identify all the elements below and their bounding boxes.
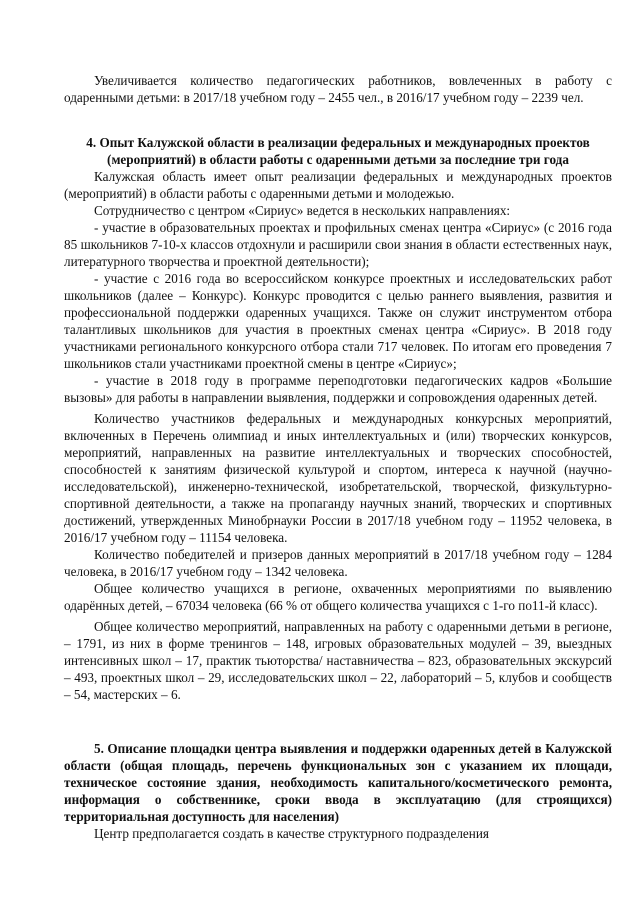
section-4-bullet-1: - участие в образовательных проектах и профильных сменах центра «Сириус» (с 2016 года 85 школьников 7-10-х классов отдохнули и расширили свои знания в области естественных наук, литературного творчества и проектной деятельности); [64,220,612,269]
section-5 [64,740,612,842]
section-4-bullet-3: - участие в 2018 году в программе переподготовки педагогических кадров «Большие вызовы» для работы в направлении выявления, поддержки и сопровождения одаренных детей. [64,373,612,405]
intro-paragraph: Увеличивается количество педагогических работников, вовлеченных в работу с одаренными детьми: в 2017/18 учебном году – 2455 чел., в 2016/17 учебном году – 2239 чел. [64,73,612,105]
section-4-paragraph-3: Количество участников федеральных и международных конкурсных мероприятий, включенных в Перечень олимпиад и иных интеллектуальных и (или) творческих конкурсов, мероприятий, направленных на развитие интеллектуальных и творческих способностей, способностей к занятиям физической культурой и спортом, интереса к научной (научно-исследовательской), инженерно-технической, изобретательской, творческой, физкультурно-спортивной деятельности, а также на пропаганду научных знаний, творческих и спортивных достижений, утвержденных Минобрнауки России в 2017/18 учебном году – 11952 человека, в 2016/17 учебном году – 11154 человека. [64,411,612,545]
section-5-paragraph-1: Центр предполагается создать в качестве структурного подразделения [94,826,489,841]
section-4 [64,134,612,703]
section-4-paragraph-2: Сотрудничество с центром «Сириус» ведется в нескольких направлениях: [94,203,511,218]
section-5-title: 5. Описание площадки центра выявления и поддержки одаренных детей в Калужской области (общая площадь, перечень функциональных зон с указанием их площади, техническое состояние здания, необходимость капитального/косметического ремонта, информация о собственнике, сроки ввода в эксплуатацию (для строящихся) территориальная доступность для населения) [64,741,612,824]
section-4-paragraph-1: Калужская область имеет опыт реализации федеральных и международных проектов (мероприятий) в области работы с одаренными детьми и молодежью. [64,169,612,201]
section-4-paragraph-6: Общее количество мероприятий, направленных на работу с одаренными детьми в регионе, – 1791, из них в форме тренингов – 148, игровых образовательных модулей – 39, выездных интенсивных школ – 17, практик тьюторства/ наставничества – 823, образовательных экскурсий – 493, проектных школ – 29, исследовательских школ – 22, лабораторий – 5, клубов и сообществ – 54, мастерских – 6. [64,619,612,702]
section-4-title: 4. Опыт Калужской области в реализации федеральных и международных проектов (мероприятий) в области работы с одаренными детьми за последние три года [86,135,590,167]
section-4-paragraph-5: Общее количество учащихся в регионе, охваченных мероприятиями по выявлению одарённых детей, – 67034 человека (66 % от общего количества учащихся с 1-го по11-й класс). [64,581,612,613]
intro-block [64,72,612,106]
section-4-paragraph-4: Количество победителей и призеров данных мероприятий в 2017/18 учебном году – 1284 человека, в 2016/17 учебном году – 1342 человека. [64,547,612,579]
section-4-bullet-2: - участие с 2016 года во всероссийском конкурсе проектных и исследовательских работ школьников (далее – Конкурс). Конкурс проводится с целью раннего выявления, развития и профессиональной поддержки одаренных учащихся. Также он служит инструментом отбора талантливых школьников для участия в проектных сменах центра «Сириус». В 2018 году участниками регионального конкурсного отбора стали 717 человек. По итогам его проведения 7 школьников стали участниками проектной смены в центре «Сириус»; [64,271,612,371]
